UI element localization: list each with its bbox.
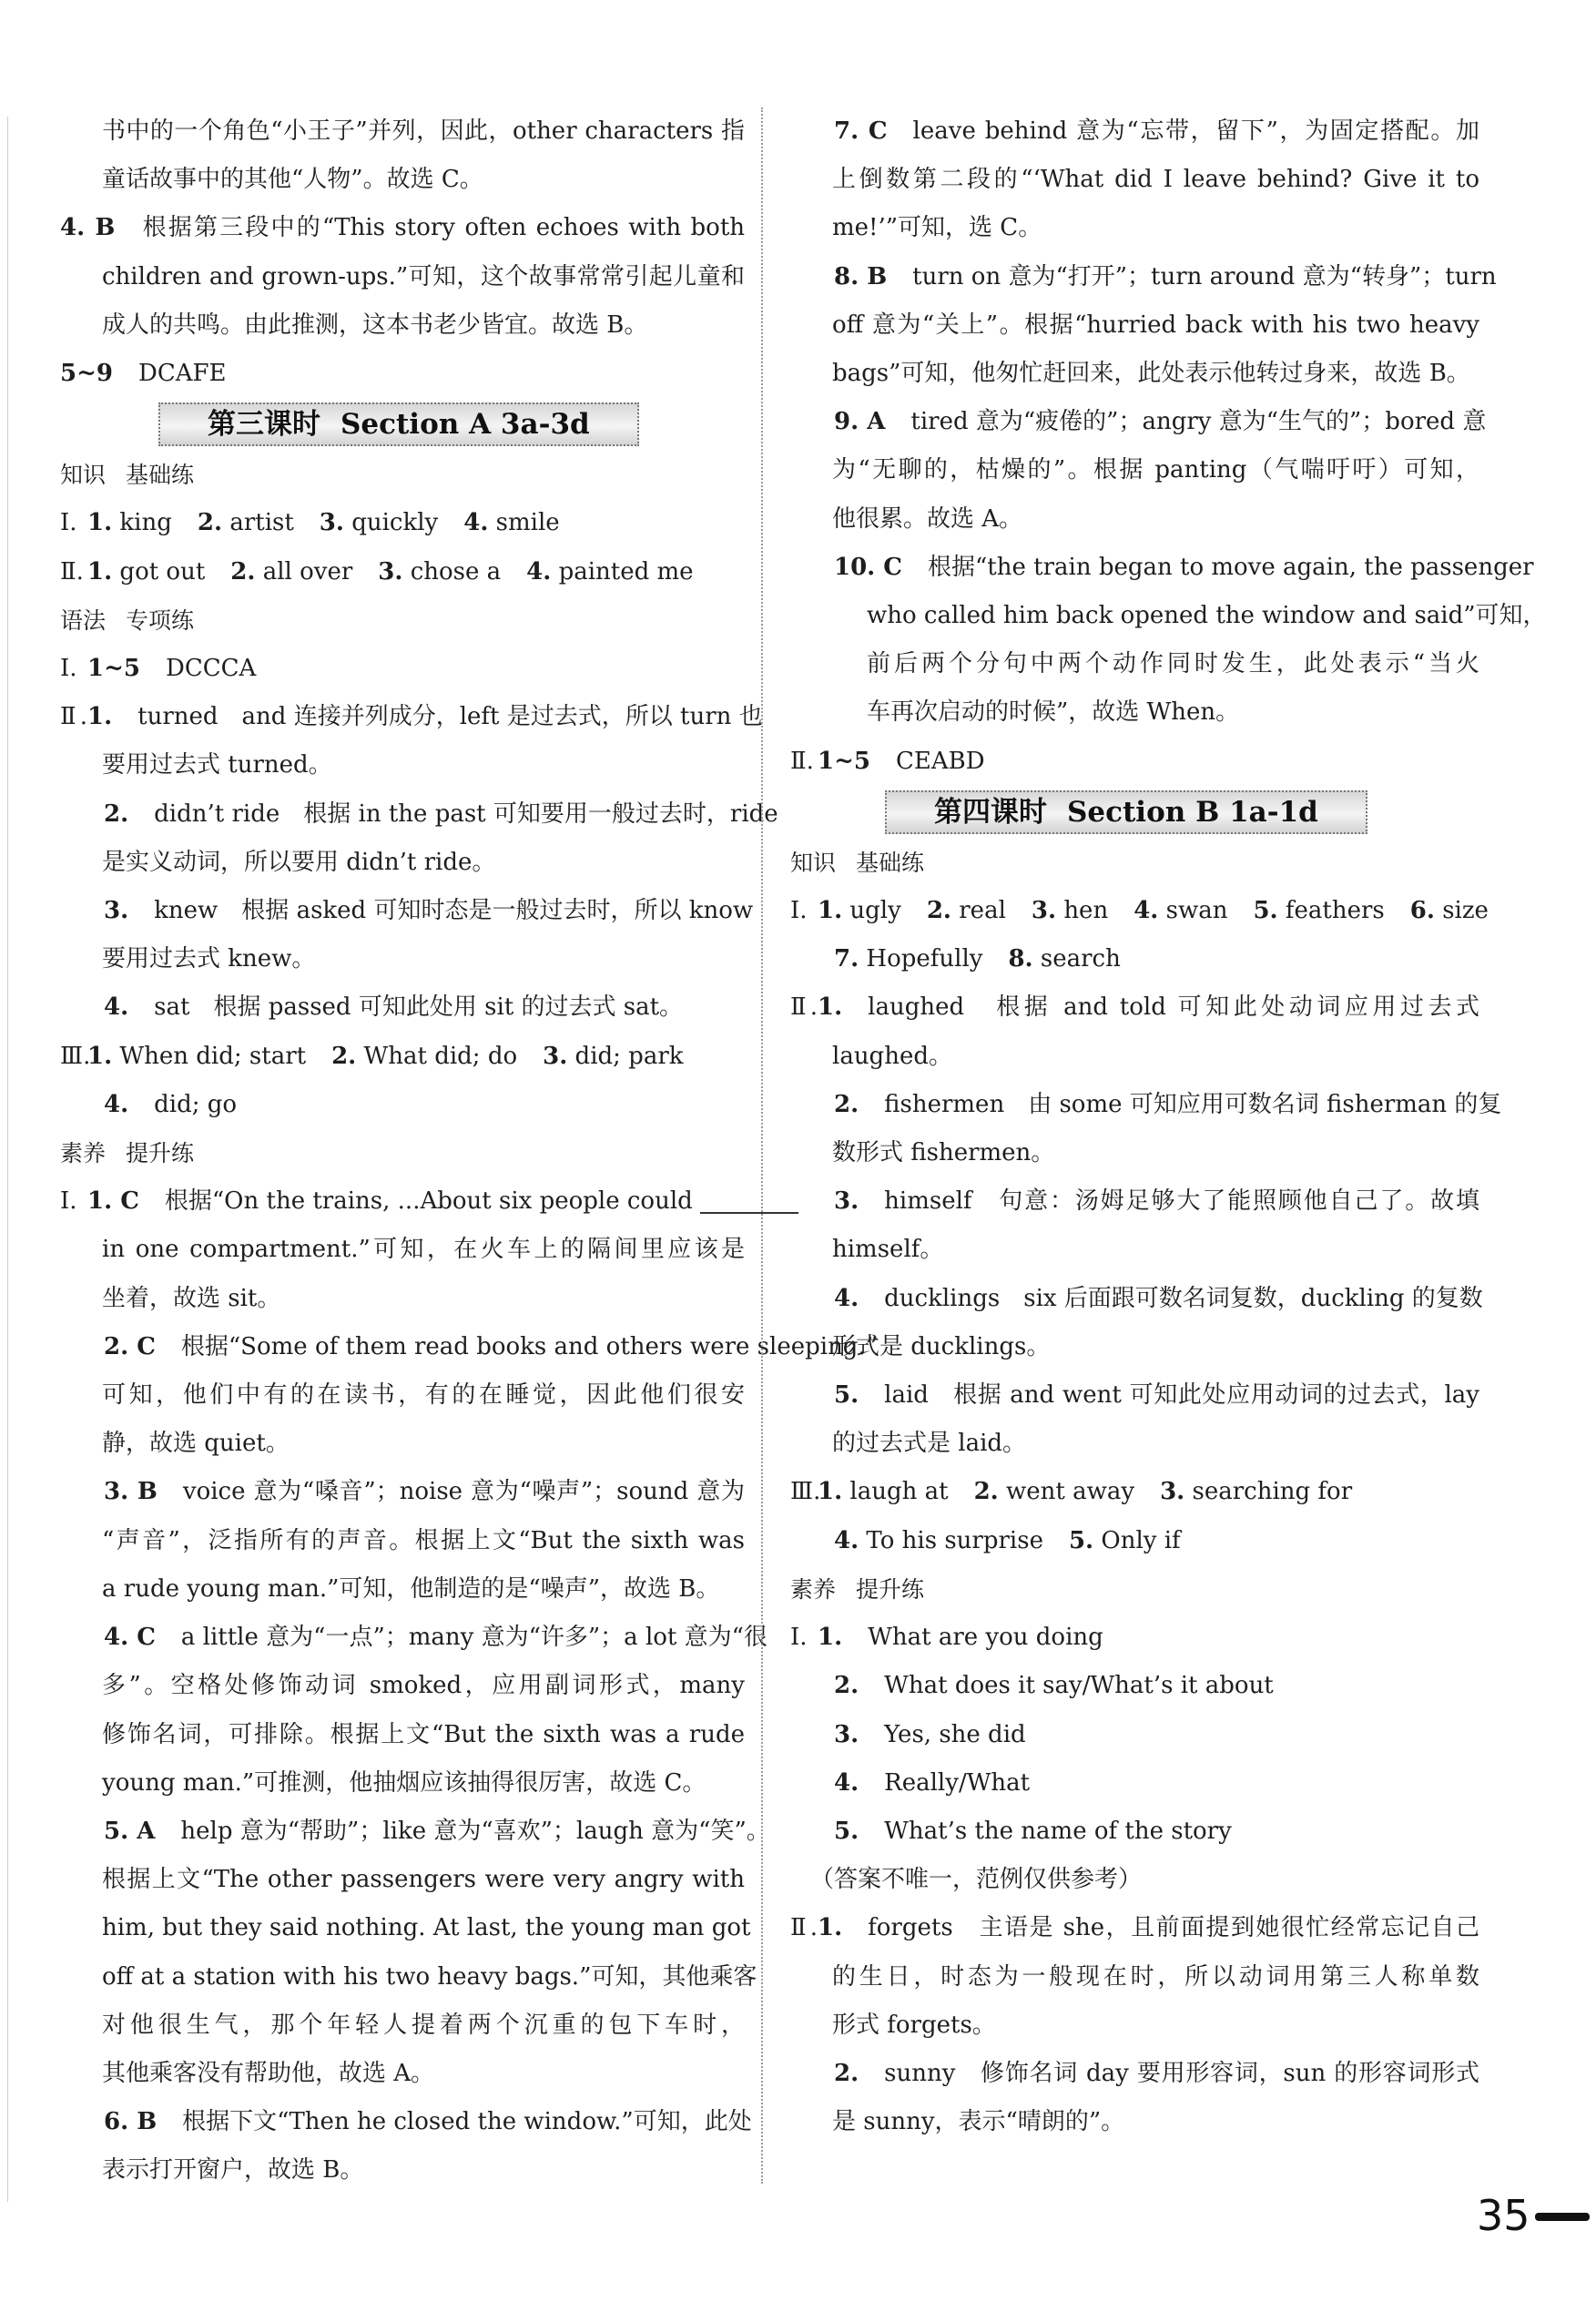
answer-text: 对他很生气，那个年轻人提着两个沉重的包下车时，	[102, 2011, 745, 2039]
item-answer: chose a	[410, 557, 502, 586]
answer-text: DCCCA	[165, 655, 257, 683]
item-answer: king	[119, 509, 172, 537]
question-number: 8. B	[834, 262, 888, 290]
item-number: 1.	[87, 509, 113, 537]
page-edge-line	[7, 117, 8, 2202]
item-answer: all over	[262, 557, 353, 586]
page-number: 35	[1477, 2191, 1530, 2240]
category-sublabel: 基础练	[856, 849, 925, 876]
item-answer: To his surprise	[866, 1526, 1043, 1554]
exercise-category-heading	[790, 1565, 1479, 1614]
answer-text: 数形式 fishermen。	[832, 1139, 1055, 1167]
item-number: 2.	[331, 1042, 357, 1070]
answer-text: in one compartment.”可知，在火车上的隔间里应该是	[102, 1236, 745, 1264]
answer-line	[790, 1033, 1479, 1081]
answer-text: 上倒数第二段的“‘What did I leave behind? Give it to	[832, 166, 1479, 194]
answer-line	[790, 1856, 1479, 1904]
item-number: 2.	[973, 1478, 999, 1506]
answer-text: 可知，他们中有的在读书，有的在睡觉，因此他们很安	[102, 1381, 745, 1410]
answer-text: 根据上文“The other passengers were very angry with	[102, 1866, 745, 1894]
question-number: 5.	[834, 1381, 859, 1410]
question-number: 3.	[834, 1187, 859, 1216]
question-number: 3.	[834, 1720, 859, 1748]
answer-text: 多”。空格处修饰动词 smoked，应用副词形式，many	[102, 1672, 745, 1700]
item-number: 5.	[1068, 1526, 1094, 1554]
item-number: 7.	[834, 945, 859, 973]
section-heading-bar	[885, 790, 1367, 834]
item-number: 3.	[543, 1042, 568, 1070]
item-number: 3.	[1031, 897, 1057, 925]
exercise-category-heading	[60, 596, 745, 645]
item-answer: quickly	[351, 509, 439, 537]
answer-text: What does it say/What’s it about	[884, 1672, 1274, 1700]
answer-line	[60, 693, 763, 741]
answer-line	[60, 839, 745, 887]
item-answer: did; park	[574, 1042, 684, 1070]
section-heading-bar	[158, 402, 639, 446]
item-number: 1.	[818, 897, 843, 925]
item-number: 4.	[1133, 897, 1159, 925]
part-numeral: Ⅱ.	[790, 747, 814, 775]
answer-text: forgets 主语是 she，且前面提到她很忙经常忘记自己	[868, 1914, 1479, 1942]
question-number: 7. C	[834, 117, 888, 145]
answer-text: tired 意为“疲倦的”；angry 意为“生气的”；bored 意	[910, 408, 1487, 436]
item-answer: ugly	[849, 897, 901, 925]
answer-line	[60, 741, 745, 789]
answer-line	[790, 2002, 1479, 2050]
answer-line	[790, 1420, 1479, 1468]
question-number: 1.	[818, 1624, 843, 1652]
answer-text: DCAFE	[137, 360, 227, 388]
answer-text: sat 根据 passed 可知此处用 sit 的过去式 sat。	[154, 993, 684, 1022]
answer-line	[60, 1953, 757, 2002]
question-number: 3. B	[104, 1478, 158, 1506]
answer-line	[790, 1226, 1479, 1274]
item-answer: Hopefully	[866, 945, 983, 973]
answer-line	[790, 1129, 1479, 1177]
item-answer: artist	[229, 509, 294, 537]
answer-line	[790, 1759, 1479, 1808]
answer-text: turned and 连接并列成分，left 是过去式，所以 turn 也	[137, 703, 763, 731]
question-number: 4. B	[60, 214, 116, 242]
item-answer: swan	[1165, 897, 1228, 925]
answer-text: a little 意为“一点”；many 意为“许多”；a lot 意为“很	[180, 1624, 768, 1652]
answer-text: 根据“On the trains, ...About six people could	[164, 1187, 693, 1216]
answer-line	[790, 640, 1479, 688]
answer-text: 是 sunny，表示“晴朗的”。	[832, 2108, 1125, 2136]
answer-line	[790, 1614, 1479, 1662]
item-number: 4.	[834, 1526, 859, 1554]
answer-line	[790, 1081, 1502, 1129]
exercise-category-heading	[790, 839, 1479, 887]
part-numeral: Ⅱ.	[790, 993, 818, 1022]
section-heading-lesson: 第三课时	[208, 408, 320, 442]
answer-text: 车再次启动的时候”，故选 When。	[867, 698, 1240, 727]
answer-line	[790, 1177, 1479, 1226]
item-number: 1.	[87, 557, 113, 586]
answer-line	[790, 1904, 1479, 1952]
item-number: 1.	[818, 1478, 843, 1506]
answer-text: himself 句意：汤姆足够大了能照顾他自己了。故填	[884, 1187, 1479, 1216]
answer-line	[60, 253, 745, 301]
question-number: 1.	[818, 993, 843, 1022]
answer-text: ducklings six 后面跟可数名词复数，duckling 的复数	[884, 1284, 1483, 1312]
item-number: 5.	[1253, 897, 1278, 925]
category-sublabel: 专项练	[126, 606, 195, 634]
answer-line	[60, 1856, 745, 1904]
answer-text: 要用过去式 turned。	[102, 751, 332, 779]
item-number: 8.	[1008, 945, 1033, 973]
answer-text: 根据“the train began to move again, the passenger	[927, 553, 1534, 581]
answer-line	[790, 688, 1479, 737]
answer-text: （答案不唯一，范例仅供参考）	[810, 1866, 1143, 1894]
answer-text: children and grown-ups.”可知，这个故事常常引起儿童和	[102, 262, 745, 290]
item-answer: Only if	[1101, 1526, 1181, 1554]
question-number: 1.	[818, 1914, 843, 1942]
answer-line	[60, 1371, 745, 1420]
answer-line	[790, 1517, 1479, 1565]
part-numeral: Ⅰ.	[790, 1624, 808, 1652]
answer-line	[60, 887, 754, 935]
category-sublabel: 提升练	[126, 1140, 195, 1167]
answer-line	[60, 790, 778, 839]
answer-text: 坐着，故选 sit。	[102, 1284, 281, 1312]
answer-line	[60, 935, 745, 983]
answer-line	[790, 1275, 1483, 1323]
question-number: 1. C	[87, 1187, 139, 1216]
answer-line	[790, 350, 1479, 398]
answer-line	[60, 1275, 745, 1323]
answer-text: 形式是 ducklings。	[832, 1332, 1051, 1360]
answer-line	[60, 1226, 745, 1274]
answer-line	[790, 1371, 1479, 1420]
answer-text: 为“无聊的，枯燥的”。根据 panting（气喘吁吁）可知，	[832, 456, 1479, 484]
answer-line	[790, 983, 1479, 1032]
section-heading-title: Section B 1a-1d	[1067, 795, 1318, 829]
item-answer: got out	[119, 557, 206, 586]
question-number: 10. C	[834, 553, 902, 581]
part-numeral: Ⅰ.	[790, 897, 808, 925]
item-answer: hen	[1063, 897, 1109, 925]
question-number: 5~9	[60, 360, 113, 388]
section-heading-lesson: 第四课时	[934, 795, 1047, 829]
answer-line	[60, 301, 745, 350]
category-label: 知识	[790, 849, 837, 876]
item-answer: feathers	[1285, 897, 1385, 925]
answer-text: 静，故选 quiet。	[102, 1430, 290, 1458]
item-answer: smile	[495, 509, 560, 537]
answer-line	[790, 2098, 1479, 2146]
answer-line	[790, 204, 1479, 252]
answer-text: a rude young man.”可知，他制造的是“噪声”，故选 B。	[102, 1574, 720, 1603]
question-number: 9. A	[834, 408, 886, 436]
exercise-category-heading	[60, 1129, 745, 1177]
part-numeral: Ⅰ.	[60, 1187, 77, 1216]
item-number: 4.	[526, 557, 552, 586]
answer-text: 表示打开窗户，故选 B。	[102, 2156, 364, 2185]
exercise-category-heading	[60, 451, 745, 499]
answer-text: 其他乘客没有帮助他，故选 A。	[102, 2059, 435, 2087]
part-numeral: Ⅲ.	[60, 1042, 91, 1070]
question-number: 2.	[834, 1672, 859, 1700]
answer-text: fishermen 由 some 可知应用可数名词 fisherman 的复	[884, 1090, 1502, 1118]
answer-text: CEABD	[895, 747, 985, 775]
answer-text: 根据下文“Then he closed the window.”可知，此处	[182, 2108, 752, 2136]
category-label: 语法	[60, 606, 107, 634]
right-column	[790, 107, 1547, 2146]
answer-line	[790, 1662, 1479, 1710]
column-divider	[761, 107, 763, 2184]
answer-line	[790, 495, 1479, 544]
answer-line	[790, 301, 1479, 350]
item-number: 3.	[378, 557, 403, 586]
answer-text: sunny 修饰名词 day 要用形容词，sun 的形容词形式	[884, 2059, 1479, 2087]
answer-text: 形式 forgets。	[832, 2011, 996, 2039]
answer-text: 根据“Some of them read books and others were sleeping.”	[180, 1332, 879, 1360]
question-number: 3.	[104, 897, 129, 925]
part-numeral: Ⅲ.	[790, 1478, 821, 1506]
answer-text: who called him back opened the window and said”可知，	[867, 602, 1547, 630]
answer-text: laughed。	[832, 1042, 952, 1070]
category-sublabel: 提升练	[856, 1575, 925, 1603]
answer-text: Really/What	[884, 1768, 1031, 1797]
answer-line	[790, 107, 1479, 156]
answer-line	[60, 983, 745, 1032]
answer-line	[60, 645, 745, 693]
answer-text: What are you doing	[868, 1624, 1103, 1652]
answer-text: Yes, she did	[884, 1720, 1026, 1748]
answer-text: 根据第三段中的“This story often echoes with both	[140, 214, 746, 242]
answer-line	[60, 499, 745, 547]
item-number: 1.	[87, 1042, 113, 1070]
item-number: 6.	[1409, 897, 1435, 925]
answer-line	[790, 887, 1489, 935]
answer-text: 书中的一个角色“小王子”并列，因此，other characters 指	[102, 117, 745, 145]
answer-line	[790, 156, 1479, 204]
part-numeral: Ⅰ.	[60, 509, 77, 537]
answer-line	[60, 2146, 745, 2195]
answer-text: 他很累。故选 A。	[832, 504, 1023, 533]
question-number: 1~5	[87, 655, 140, 683]
question-number: 4.	[834, 1284, 859, 1312]
category-label: 素养	[790, 1575, 837, 1603]
answer-line	[790, 1808, 1479, 1856]
item-number: 2.	[926, 897, 951, 925]
question-number: 5. A	[104, 1817, 156, 1845]
item-answer: When did; start	[119, 1042, 307, 1070]
answer-text: 童话故事中的其他“人物”。故选 C。	[102, 166, 483, 194]
question-number: 2. C	[104, 1332, 156, 1360]
part-numeral: Ⅰ.	[60, 655, 77, 683]
question-number: 1.	[87, 703, 113, 731]
answer-text: laughed 根据 and told 可知此处动词应用过去式	[868, 993, 1479, 1022]
question-number: 4.	[104, 1090, 129, 1118]
answer-line	[790, 544, 1534, 592]
answer-text: 成人的共鸣。由此推测，这本书老少皆宜。故选 B。	[102, 311, 648, 339]
answer-text: knew 根据 asked 可知时态是一般过去时，所以 know	[154, 897, 754, 925]
answer-line	[60, 1517, 745, 1565]
part-numeral: Ⅱ.	[60, 557, 84, 586]
answer-text: me!’”可知，选 C。	[832, 214, 1042, 242]
answer-line	[60, 1565, 745, 1614]
question-number: 4.	[834, 1768, 859, 1797]
section-heading-title: Section A 3a-3d	[341, 408, 590, 442]
answer-text: turn on 意为“打开”；turn around 意为“转身”；turn	[912, 262, 1497, 290]
item-answer: search	[1040, 945, 1121, 973]
answer-line	[790, 253, 1497, 301]
answer-line	[60, 1420, 745, 1468]
answer-line	[60, 2002, 745, 2050]
answer-line	[790, 1711, 1479, 1759]
item-number: 4.	[463, 509, 489, 537]
answer-text: himself。	[832, 1236, 944, 1264]
answer-line	[60, 1808, 770, 1856]
answer-line	[60, 350, 745, 398]
question-number: 2.	[834, 1090, 859, 1118]
answer-line	[60, 2050, 745, 2098]
answer-line	[60, 107, 745, 156]
answer-line	[60, 1468, 745, 1516]
answer-text: voice 意为“嗓音”；noise 意为“噪声”；sound 意为	[182, 1478, 745, 1506]
answer-text: him, but they said nothing. At last, the young man got	[102, 1914, 751, 1942]
answer-line	[790, 446, 1479, 494]
question-number: 5.	[834, 1817, 859, 1845]
section-heading-row	[790, 786, 1479, 839]
answer-line	[790, 1323, 1479, 1371]
answer-line	[60, 1323, 879, 1371]
question-number: 4.	[104, 993, 129, 1022]
answer-line	[60, 1759, 745, 1808]
answer-text: 要用过去式 knew。	[102, 945, 316, 973]
answer-text: bags”可知，他匆忙赶回来，此处表示他转过身来，故选 B。	[832, 360, 1470, 388]
answer-text: did; go	[154, 1090, 238, 1118]
answer-text: “声音”，泛指所有的声音。根据上文“But the sixth was	[102, 1526, 745, 1554]
answer-text: didn’t ride 根据 in the past 可知要用一般过去时，ride	[154, 800, 778, 828]
answer-line	[60, 1662, 745, 1710]
answer-line	[790, 398, 1487, 446]
answer-text: 的过去式是 laid。	[832, 1430, 1027, 1458]
answer-line	[790, 2050, 1479, 2098]
answer-line	[60, 1711, 745, 1759]
part-numeral: Ⅱ.	[60, 703, 87, 731]
answer-line	[790, 935, 1479, 983]
answer-text: off 意为“关上”。根据“hurried back with his two heavy	[832, 311, 1479, 339]
item-answer: laugh at	[849, 1478, 949, 1506]
answer-line	[60, 204, 745, 252]
answer-line	[60, 548, 745, 596]
answer-text: 前后两个分句中两个动作同时发生，此处表示“当火	[867, 650, 1479, 678]
answer-text: 修饰名词，可排除。根据上文“But the sixth was a rude	[102, 1720, 745, 1748]
answer-line	[60, 1033, 745, 1081]
item-answer: What did; do	[363, 1042, 518, 1070]
category-label: 素养	[60, 1140, 107, 1167]
item-number: 2.	[197, 509, 223, 537]
answer-line	[60, 1177, 745, 1226]
question-number: 2.	[104, 800, 129, 828]
answer-text: leave behind 意为“忘带，留下”，为固定搭配。加	[912, 117, 1480, 145]
question-number: 2.	[834, 2059, 859, 2087]
item-answer: searching for	[1192, 1478, 1353, 1506]
section-heading-row	[60, 398, 745, 451]
answer-line	[60, 156, 745, 204]
question-number: 1~5	[818, 747, 870, 775]
item-number: 2.	[230, 557, 256, 586]
answer-line	[790, 592, 1547, 640]
question-number: 6. B	[104, 2108, 158, 2136]
item-answer: real	[959, 897, 1006, 925]
answer-line	[790, 1468, 1479, 1516]
category-label: 知识	[60, 462, 107, 489]
answer-line	[60, 1614, 768, 1662]
answer-line	[60, 1904, 751, 1952]
item-number: 3.	[319, 509, 344, 537]
answer-text: help 意为“帮助”；like 意为“喜欢”；laugh 意为“笑”。	[180, 1817, 770, 1845]
answer-line	[790, 738, 1479, 786]
answer-line	[60, 1081, 745, 1129]
item-answer: went away	[1006, 1478, 1135, 1506]
answer-text: laid 根据 and went 可知此处应用动词的过去式，lay	[884, 1381, 1479, 1410]
item-number: 3.	[1160, 1478, 1185, 1506]
answer-text: 的生日，时态为一般现在时，所以动词用第三人称单数	[832, 1962, 1479, 1991]
answer-text: young man.”可推测，他抽烟应该抽得很厉害，故选 C。	[102, 1768, 707, 1797]
item-answer: painted me	[558, 557, 694, 586]
answer-text: 是实义动词，所以要用 didn’t ride。	[102, 848, 496, 876]
category-sublabel: 基础练	[126, 462, 195, 489]
answer-text: off at a station with his two heavy bags.”可知，其他乘客	[102, 1962, 757, 1991]
answer-text: What’s the name of the story	[884, 1817, 1232, 1845]
answer-line	[790, 1953, 1479, 2002]
item-answer: size	[1442, 897, 1489, 925]
question-number: 4. C	[104, 1624, 156, 1652]
part-numeral: Ⅱ.	[790, 1914, 818, 1942]
fill-blank-line	[700, 1212, 798, 1214]
answer-line	[60, 2098, 752, 2146]
